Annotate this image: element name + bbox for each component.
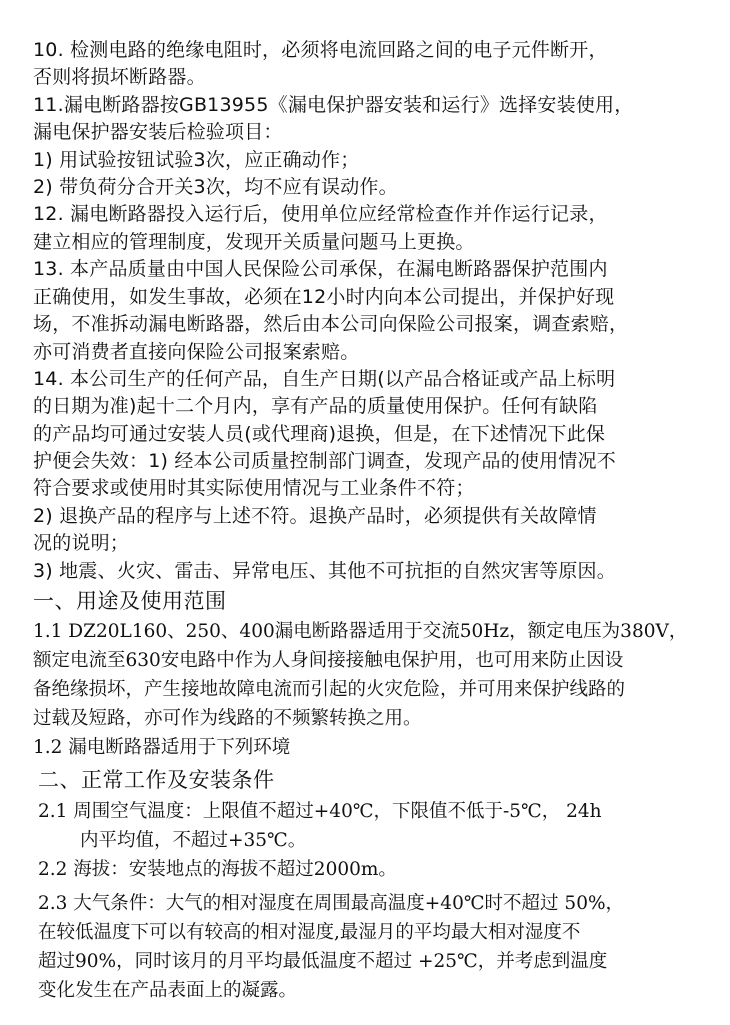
text-line: 10. 检测电路的绝缘电阻时，必须将电流回路之间的电子元件断开，: [33, 39, 608, 61]
text-line: 13. 本产品质量由中国人民保险公司承保，在漏电断路器保护范围内: [33, 258, 608, 280]
text-line: 3) 地震、火灾、雷击、异常电压、其他不可抗拒的自然灾害等原因。: [33, 560, 616, 582]
text-line: 额定电流至630安电路中作为人身间接接触电保护用，也可用来防止因设: [33, 650, 624, 671]
text-line: 1.2 漏电断路器适用于下列环境: [33, 737, 291, 758]
text-line: 2.3 大气条件：大气的相对湿度在周围最高温度+40℃时不超过 50%，: [38, 893, 625, 914]
text-line: 正确使用，如发生事故，必须在12小时内向本公司提出，并保护好现: [33, 286, 615, 308]
text-line: 1.1 DZ20L160、250、400漏电断路器适用于交流50Hz，额定电压为380V，: [33, 621, 688, 642]
text-line: 变化发生在产品表面上的凝露。: [38, 980, 298, 1001]
text-line: 备绝缘损坏，产生接地故障电流而引起的火灾危险，并可用来保护线路的: [33, 679, 626, 700]
text-line: 漏电保护器安装后检验项目：: [33, 121, 283, 143]
section-heading: 一、用途及使用范围: [33, 589, 227, 613]
text-line: 2.2 海拔：安装地点的海拔不超过2000m。: [38, 859, 397, 880]
text-line: 的日期为准)起十二个月内，享有产品的质量使用保护。任何有缺陷: [33, 395, 598, 417]
text-line: 的产品均可通过安装人员(或代理商)退换，但是，在下述情况下此保: [33, 423, 606, 445]
text-line: 在较低温度下可以有较高的相对湿度,最湿月的平均最大相对湿度不: [38, 922, 581, 943]
text-line: 2) 带负荷分合开关3次，均不应有误动作。: [33, 176, 398, 198]
section-heading: 二、正常工作及安装条件: [38, 768, 275, 792]
text-line: 2) 退换产品的程序与上述不符。退换产品时，必须提供有关故障情: [33, 505, 597, 527]
text-line: 况的说明；: [33, 532, 130, 554]
text-line: 1) 用试验按钮试验3次，应正确动作；: [33, 149, 360, 171]
text-line: 11.漏电断路器按GB13955《漏电保护器安装和运行》选择安装使用，: [33, 94, 634, 116]
text-line: 12. 漏电断路器投入运行后，使用单位应经常检查作并作运行记录，: [33, 203, 608, 225]
text-line: 2.1 周围空气温度：上限值不超过+40℃，下限值不低于-5℃， 24h: [38, 801, 602, 822]
text-line: 符合要求或使用时其实际使用情况与工业条件不符；: [33, 477, 475, 499]
text-line: 建立相应的管理制度，发现开关质量问题马上更换。: [33, 231, 475, 253]
text-line: 内平均值，不超过+35℃。: [80, 830, 307, 851]
text-line: 超过90%，同时该月的月平均最低温度不超过 +25℃，并考虑到温度: [38, 951, 608, 972]
text-line: 14. 本公司生产的任何产品，自生产日期(以产品合格证或产品上标明: [33, 368, 616, 390]
text-line: 护便会失效：1) 经本公司质量控制部门调查，发现产品的使用情况不: [33, 450, 616, 472]
text-line: 场，不准拆动漏电断路器，然后由本公司向保险公司报案，调查索赔，: [33, 313, 629, 335]
text-line: 否则将损坏断路器。: [33, 66, 206, 88]
text-line: 亦可消费者直接向保险公司报案索赔。: [33, 341, 360, 363]
text-line: 过载及短路，亦可作为线路的不频繁转换之用。: [33, 708, 422, 729]
